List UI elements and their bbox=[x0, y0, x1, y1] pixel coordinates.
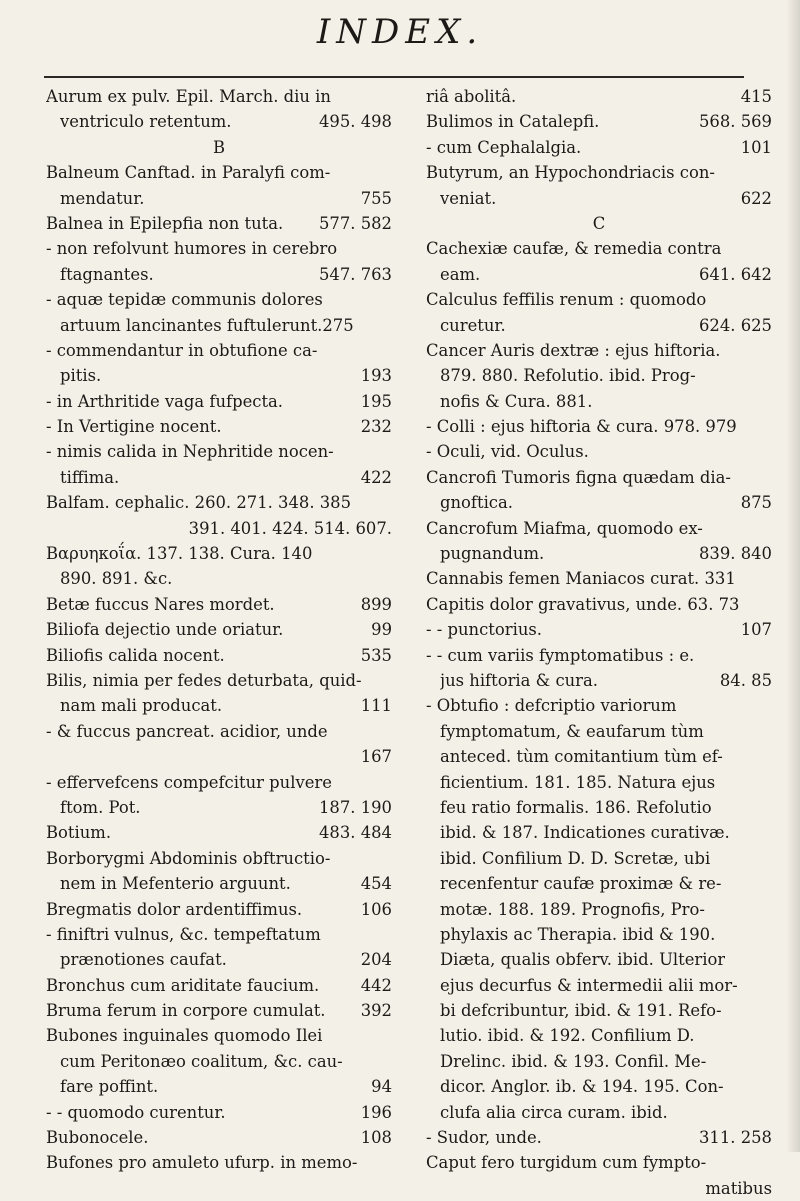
index-entry-text: ftom. Pot. bbox=[60, 797, 141, 817]
index-entry-text: - effervefcens compefcitur pulvere bbox=[46, 772, 332, 792]
header-rule bbox=[44, 76, 744, 78]
index-line bbox=[46, 541, 392, 566]
index-line bbox=[426, 1100, 772, 1125]
index-line bbox=[46, 693, 392, 718]
index-entry-text: Bregmatis dolor ardentiffimus. bbox=[46, 899, 303, 919]
index-entry-text: Biliofa dejectio unde oriatur. bbox=[46, 620, 284, 640]
index-entry-text: - - cum variis fymptomatibus : e. bbox=[426, 645, 695, 665]
index-line bbox=[46, 820, 392, 845]
index-line bbox=[46, 135, 392, 160]
index-line bbox=[426, 643, 772, 668]
index-line bbox=[46, 643, 392, 668]
index-entry-text: fare poffint. bbox=[60, 1077, 159, 1097]
index-line bbox=[426, 973, 772, 998]
page-reference: 167 bbox=[360, 747, 392, 767]
page-reference: 196 bbox=[360, 1102, 392, 1122]
page-title: INDEX. bbox=[316, 12, 484, 52]
index-entry-text: feu ratio formalis. 186. Refolutio bbox=[440, 797, 712, 817]
index-line bbox=[46, 668, 392, 693]
index-entry-text: Balfam. cephalic. 260. 271. 348. 385 bbox=[46, 493, 352, 513]
index-entry-text: fymptomatum, & eaufarum tùm bbox=[440, 721, 704, 741]
index-line bbox=[46, 744, 392, 769]
index-line bbox=[46, 414, 392, 439]
index-entry-text: Diæta, qualis obferv. ibid. Ulterior bbox=[440, 950, 726, 970]
index-line bbox=[426, 363, 772, 388]
page-reference: 577. 582 bbox=[319, 213, 392, 233]
index-entry-text: prænotiones caufat. bbox=[60, 950, 227, 970]
page-reference: 454 bbox=[360, 874, 392, 894]
index-entry-text: curetur. bbox=[440, 315, 506, 335]
index-line bbox=[46, 566, 392, 591]
index-entry-text: - commendantur in obtufione ca- bbox=[46, 340, 318, 360]
index-entry-text: veniat. bbox=[440, 188, 497, 208]
index-line bbox=[426, 871, 772, 896]
index-line bbox=[46, 363, 392, 388]
index-line bbox=[426, 795, 772, 820]
page-reference: 108 bbox=[360, 1128, 392, 1148]
index-line bbox=[426, 1049, 772, 1074]
page-reference: 392 bbox=[360, 1001, 392, 1021]
index-entry-text: Bufones pro amuleto ufurp. in memo- bbox=[46, 1153, 358, 1173]
index-line bbox=[426, 313, 772, 338]
page-reference: 204 bbox=[360, 950, 392, 970]
index-line bbox=[426, 84, 772, 109]
index-line bbox=[426, 770, 772, 795]
index-entry-text: Caput fero turgidum cum fympto- bbox=[426, 1153, 707, 1173]
index-entry-text: nofis & Cura. 881. bbox=[440, 391, 593, 411]
index-entry-text: lutio. ibid. & 192. Confilium D. bbox=[440, 1026, 695, 1046]
index-entry-text: - In Vertigine nocent. bbox=[46, 417, 222, 437]
index-entry-text: Calculus feffilis renum : quomodo bbox=[426, 290, 707, 310]
index-line bbox=[426, 439, 772, 464]
index-entry-text: Botium. bbox=[46, 823, 112, 843]
page-reference: 839. 840 bbox=[699, 544, 772, 564]
index-entry-text: Cannabis femen Maniacos curat. 331 bbox=[426, 569, 736, 589]
index-entry-text: Cachexiæ caufæ, & remedia contra bbox=[426, 239, 722, 259]
index-entry-text: pugnandum. bbox=[440, 544, 545, 564]
index-entry-text: - Oculi, vid. Oculus. bbox=[426, 442, 589, 462]
index-entry-text: eam. bbox=[440, 264, 481, 284]
page-reference: 535 bbox=[360, 645, 392, 665]
index-entry-text: - - punctorius. bbox=[426, 620, 542, 640]
index-line bbox=[46, 465, 392, 490]
index-line bbox=[46, 236, 392, 261]
index-line bbox=[426, 1176, 772, 1201]
index-line bbox=[426, 135, 772, 160]
index-entry-text: - finiftri vulnus, &c. tempeftatum bbox=[46, 924, 321, 944]
page-reference: 195 bbox=[360, 391, 392, 411]
index-entry-text: Bubonocele. bbox=[46, 1128, 149, 1148]
page-reference: 442 bbox=[360, 975, 392, 995]
page-edge-shadow bbox=[786, 0, 800, 1152]
index-line bbox=[426, 820, 772, 845]
index-line bbox=[46, 287, 392, 312]
index-entry-text: - Sudor, unde. bbox=[426, 1128, 542, 1148]
index-entry-text: ibid. Confilium D. D. Scretæ, ubi bbox=[440, 848, 711, 868]
index-entry-text: Bronchus cum ariditate faucium. bbox=[46, 975, 320, 995]
index-entry-text: Balneum Canftad. in Paralyfi com- bbox=[46, 163, 331, 183]
index-line bbox=[46, 846, 392, 871]
index-entry-text: ventriculo retentum. bbox=[60, 112, 232, 132]
index-entry-text: - non refolvunt humores in cerebro bbox=[46, 239, 338, 259]
index-line bbox=[46, 313, 392, 338]
index-entry-text: cum Peritonæo coalitum, &c. cau- bbox=[60, 1051, 343, 1071]
page-reference: 483. 484 bbox=[319, 823, 392, 843]
index-line bbox=[46, 1049, 392, 1074]
index-entry-text: 890. 891. &c. bbox=[60, 569, 173, 589]
index-line bbox=[426, 211, 772, 236]
index-entry-text: 879. 880. Refolutio. ibid. Prog- bbox=[440, 366, 696, 386]
index-line bbox=[426, 287, 772, 312]
index-line bbox=[46, 389, 392, 414]
index-entry-text: pitis. bbox=[60, 366, 102, 386]
index-entry-text: Aurum ex pulv. Epil. March. diu in bbox=[46, 87, 331, 106]
page-reference: 568. 569 bbox=[699, 112, 772, 132]
index-line bbox=[46, 871, 392, 896]
index-line bbox=[426, 541, 772, 566]
page-reference: 547. 763 bbox=[319, 264, 392, 284]
index-line bbox=[426, 1074, 772, 1099]
index-entry-text: - - quomodo curentur. bbox=[46, 1102, 226, 1122]
index-entry-text: Bulimos in Catalepfi. bbox=[426, 112, 600, 132]
index-entry-text: jus hiftoria & cura. bbox=[440, 670, 598, 690]
index-line bbox=[46, 1150, 392, 1175]
index-entry-text: ibid. & 187. Indicationes curativæ. bbox=[440, 823, 730, 843]
index-line bbox=[426, 236, 772, 261]
index-entry-text: - nimis calida in Nephritide nocen- bbox=[46, 442, 334, 462]
index-line bbox=[46, 1074, 392, 1099]
index-entry-text: Cancrofum Miafma, quomodo ex- bbox=[426, 518, 703, 538]
page-reference: 193 bbox=[360, 366, 392, 386]
index-entry-text: matibus bbox=[705, 1178, 772, 1198]
index-line bbox=[426, 719, 772, 744]
index-line bbox=[46, 490, 392, 515]
page-reference: 106 bbox=[360, 899, 392, 919]
index-line bbox=[426, 922, 772, 947]
page-reference: 415 bbox=[740, 87, 772, 106]
index-entry-text: mendatur. bbox=[60, 188, 145, 208]
index-entry-text: bi defcribuntur, ibid. & 191. Refo- bbox=[440, 1001, 722, 1021]
page-reference: 232 bbox=[360, 417, 392, 437]
page-reference: 495. 498 bbox=[319, 112, 392, 132]
index-entry-text: Bilis, nimia per fedes deturbata, quid- bbox=[46, 670, 362, 690]
index-line bbox=[426, 998, 772, 1023]
index-entry-text: Bruma ferum in corpore cumulat. bbox=[46, 1001, 326, 1021]
index-entry-text: C bbox=[592, 213, 606, 233]
index-line bbox=[46, 770, 392, 795]
index-entry-text: motæ. 188. 189. Prognofis, Pro- bbox=[440, 899, 705, 919]
index-entry-text: nem in Mefenterio arguunt. bbox=[60, 874, 291, 894]
index-entry-text: anteced. tùm comitantium tùm ef- bbox=[440, 747, 723, 767]
index-entry-text: riâ abolitâ. bbox=[426, 87, 517, 106]
index-line bbox=[426, 516, 772, 541]
index-entry-text: artuum lancinantes fuftulerunt.275 bbox=[60, 315, 354, 335]
index-line bbox=[426, 744, 772, 769]
index-entry-text: Bubones inguinales quomodo Ilei bbox=[46, 1026, 323, 1046]
index-line bbox=[46, 1023, 392, 1048]
page-reference: 111 bbox=[360, 696, 392, 716]
index-line bbox=[46, 516, 392, 541]
index-line bbox=[426, 338, 772, 363]
index-line bbox=[46, 1100, 392, 1125]
index-entry-text: tiffima. bbox=[60, 467, 120, 487]
index-entry-text: - Obtufio : defcriptio variorum bbox=[426, 696, 677, 716]
index-line bbox=[46, 84, 392, 109]
index-entry-text: - cum Cephalalgia. bbox=[426, 137, 582, 157]
right-column bbox=[426, 84, 772, 1201]
index-line bbox=[46, 211, 392, 236]
index-line bbox=[426, 389, 772, 414]
page-reference: 622 bbox=[740, 188, 772, 208]
index-entry-text: - & fuccus pancreat. acidior, unde bbox=[46, 721, 328, 741]
index-entry-text: Biliofis calida nocent. bbox=[46, 645, 225, 665]
index-line bbox=[46, 973, 392, 998]
index-line bbox=[426, 668, 772, 693]
page-reference: 755 bbox=[360, 188, 392, 208]
index-line bbox=[46, 897, 392, 922]
index-line bbox=[426, 414, 772, 439]
index-entry-text: Balnea in Epilepfia non tuta. bbox=[46, 213, 284, 233]
index-entry-text: - aquæ tepidæ communis dolores bbox=[46, 290, 323, 310]
index-line bbox=[46, 592, 392, 617]
index-line bbox=[46, 1125, 392, 1150]
index-line bbox=[46, 795, 392, 820]
index-entry-text: Butyrum, an Hypochondriacis con- bbox=[426, 163, 715, 183]
left-column bbox=[46, 84, 392, 1176]
index-entry-text: B bbox=[212, 137, 226, 157]
index-entry-text: Βαρυηκοΐα. 137. 138. Cura. 140 bbox=[46, 544, 313, 564]
page-reference: 101 bbox=[740, 137, 772, 157]
index-line bbox=[46, 186, 392, 211]
index-line bbox=[426, 947, 772, 972]
index-line bbox=[46, 338, 392, 363]
index-line bbox=[426, 1023, 772, 1048]
page-reference: 624. 625 bbox=[699, 315, 772, 335]
index-line bbox=[426, 693, 772, 718]
index-line bbox=[426, 490, 772, 515]
index-line bbox=[426, 109, 772, 134]
index-line bbox=[426, 262, 772, 287]
index-entry-text: phylaxis ac Therapia. ibid & 190. bbox=[440, 924, 716, 944]
page-reference: 311. 258 bbox=[699, 1128, 772, 1148]
page-reference: 107 bbox=[740, 620, 772, 640]
index-line bbox=[426, 566, 772, 591]
index-entry-text: ficientium. 181. 185. Natura ejus bbox=[440, 772, 716, 792]
index-line bbox=[426, 592, 772, 617]
index-line bbox=[426, 465, 772, 490]
page-reference: 94 bbox=[371, 1077, 392, 1097]
index-entry-text: Drelinc. ibid. & 193. Confil. Me- bbox=[440, 1051, 707, 1071]
page-reference: 422 bbox=[360, 467, 392, 487]
index-entry-text: gnoftica. bbox=[440, 493, 513, 513]
index-line bbox=[426, 1150, 772, 1175]
index-entry-text: dicor. Anglor. ib. & 194. 195. Con- bbox=[440, 1077, 724, 1097]
index-entry-text: Cancrofi Tumoris figna quædam dia- bbox=[426, 467, 731, 487]
index-line bbox=[46, 998, 392, 1023]
index-entry-text: ftagnantes. bbox=[60, 264, 154, 284]
index-entry-text: Borborygmi Abdominis obftructio- bbox=[46, 848, 331, 868]
index-entry-text: - in Arthritide vaga fufpecta. bbox=[46, 391, 284, 411]
index-entry-text: ejus decurfus & intermedii alii mor- bbox=[440, 975, 738, 995]
index-line bbox=[426, 160, 772, 185]
page-reference: 641. 642 bbox=[699, 264, 772, 284]
page-reference: 84. 85 bbox=[719, 670, 772, 690]
index-entry-text: clufa alia circa curam. ibid. bbox=[440, 1102, 668, 1122]
index-entry-text: 391. 401. 424. 514. 607. bbox=[188, 518, 392, 538]
index-line bbox=[46, 719, 392, 744]
index-line bbox=[46, 947, 392, 972]
index-entry-text: - Colli : ejus hiftoria & cura. 978. 979 bbox=[426, 417, 737, 437]
index-line bbox=[426, 1125, 772, 1150]
index-line bbox=[46, 160, 392, 185]
index-entry-text: recenfentur caufæ proximæ & re- bbox=[440, 874, 722, 894]
index-entry-text: nam mali producat. bbox=[60, 696, 223, 716]
index-line bbox=[426, 617, 772, 642]
index-line bbox=[46, 109, 392, 134]
index-line bbox=[46, 439, 392, 464]
index-entry-text: Capitis dolor gravativus, unde. 63. 73 bbox=[426, 594, 740, 614]
index-entry-text: Betæ fuccus Nares mordet. bbox=[46, 594, 275, 614]
page-reference: 875 bbox=[740, 493, 772, 513]
index-line bbox=[46, 617, 392, 642]
index-line bbox=[46, 262, 392, 287]
index-line bbox=[426, 186, 772, 211]
page-reference: 187. 190 bbox=[319, 797, 392, 817]
index-line bbox=[46, 922, 392, 947]
index-entry-text: Cancer Auris dextræ : ejus hiftoria. bbox=[426, 340, 721, 360]
page-reference: 99 bbox=[371, 620, 392, 640]
page-reference: 899 bbox=[360, 594, 392, 614]
index-line bbox=[426, 846, 772, 871]
index-line bbox=[426, 897, 772, 922]
